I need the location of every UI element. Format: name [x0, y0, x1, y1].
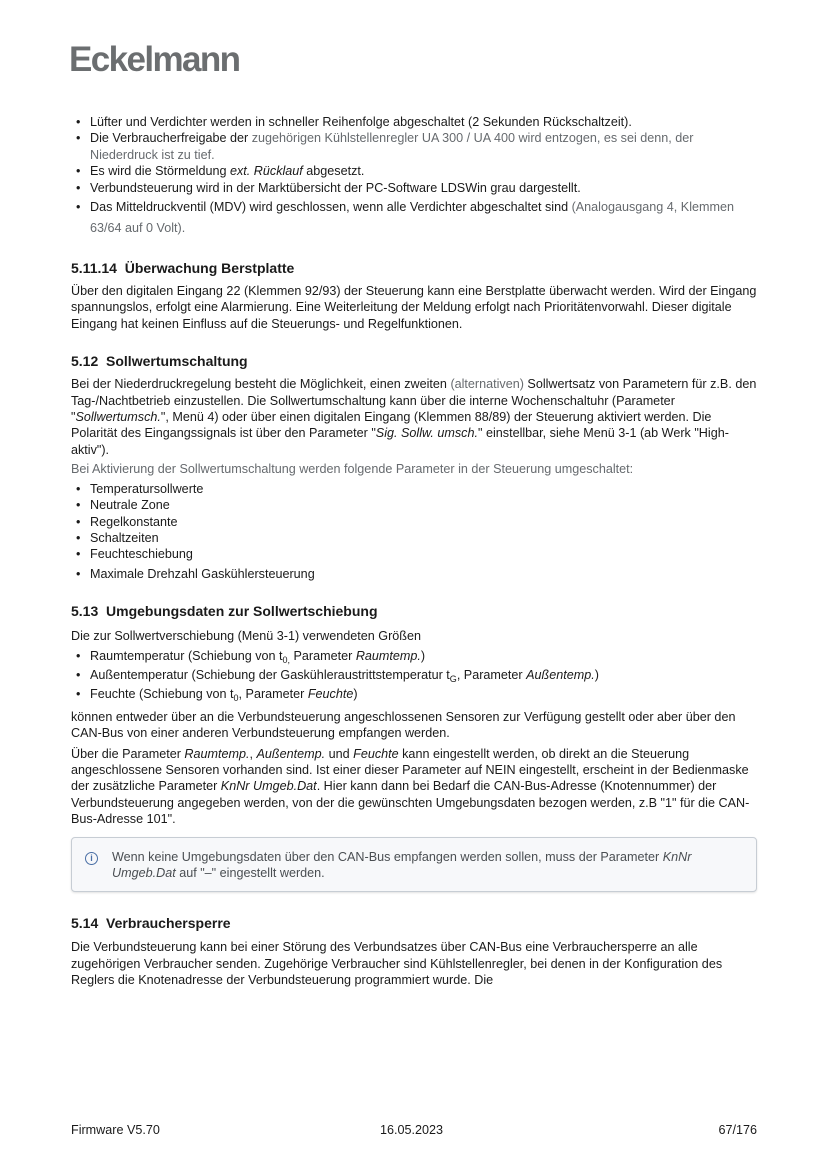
list-item: • Schaltzeiten [71, 530, 761, 546]
list-item: • Neutrale Zone [71, 497, 761, 513]
umgebungsdaten-sources-paragraph: können entweder über an die Verbundsteuerung angeschlossenen Sensoren zur Verfügung gestellt oder aber über den CAN-Bus von einer anderen Verbundsteuerung empfangen werden. [71, 709, 736, 741]
intro-bullet-list [71, 114, 761, 239]
section-heading-5-13: 5.13 Umgebungsdaten zur Sollwertschiebung [71, 603, 378, 620]
section-heading-5-11-14: 5.11.14 Überwachung Berstplatte [71, 260, 295, 277]
list-item: • Das Mitteldruckventil (MDV) wird geschlossen, wenn alle Verdichter abgeschaltet sind (Analogausgang 4, Klemmen 63/64 auf 0 Volt). [71, 197, 761, 239]
list-item: • Raumtemperatur (Schiebung von $t_{0,}$ Parameter Raumtemp.) [71, 648, 761, 664]
list-item: • Feuchteschiebung [71, 546, 761, 562]
info-icon: i [85, 852, 98, 865]
section-heading-5-12: 5.12 Sollwertumschaltung [71, 353, 248, 370]
document-date: 16.05.2023 [380, 1123, 444, 1137]
verbrauchersperre-paragraph: Die Verbundsteuerung kann bei einer Störung des Verbundsatzes über CAN-Bus eine Verbrauchersperre an alle zugehörigen Verbraucher senden. Zugehörige Verbraucher sind Kühlstellenregler, bei denen in der Konfiguration des Reglers die Knotenadresse der Verbundsteuerung programmiert wurde. Die [71, 940, 723, 988]
page-content [71, 114, 761, 989]
list-item: • Die Verbraucherfreigabe der zugehörigen Kühlstellenregler UA 300 / UA 400 wird entzogen, es sei denn, der Niederdruck ist zu tief. [71, 130, 761, 163]
list-item: • Außentemperatur (Schiebung der Gaskühleraustrittstemperatur $t_G$, Parameter Außentemp.) [71, 667, 761, 683]
umgebungsdaten-intro: Die zur Sollwertverschiebung (Menü 3-1) verwendeten Größen [71, 629, 421, 644]
list-item: • Verbundsteuerung wird in der Marktübersicht der PC-Software LDSWin grau dargestellt. [71, 180, 761, 196]
page-number: 67/176 [718, 1123, 757, 1137]
sollwertumschaltung-paragraph: Bei der Niederdruckregelung besteht die Möglichkeit, einen zweiten (alternativen) Sollwertsatz von Parametern für z.B. den Tag-/Nachtbetrieb einzustellen. Die Sollwertumschaltung kann über die interne Wochenschaltuhr (Parameter "Sollwertumsch.", Menü 4) oder über einen digitalen Eingang (Klemmen 88/89) der Steuerung aktiviert werden. Die Polarität des Eingangssignals ist über den Parameter "Sig. Sollw. umsch." einstellbar, siehe Menü 3-1 (ab Werk "High-aktiv"). [71, 377, 757, 457]
eckelmann-logo: Eckelmann [69, 40, 240, 79]
section-heading-5-14: 5.14 Verbrauchersperre [71, 915, 231, 932]
list-item: • Maximale Drehzahl Gaskühlersteuerung [71, 566, 761, 582]
list-item: • Lüfter und Verdichter werden in schneller Reihenfolge abgeschaltet (2 Sekunden Rückschaltzeit). [71, 114, 761, 130]
list-item: • Feuchte (Schiebung von $t_0$, Parameter Feuchte) [71, 686, 761, 702]
umgebungsdaten-list [71, 648, 761, 703]
list-item: • Es wird die Störmeldung ext. Rücklauf abgesetzt. [71, 163, 761, 179]
umschaltung-parameter-list [71, 481, 761, 582]
umgebungsdaten-parameter-paragraph: Über die Parameter Raumtemp., Außentemp. und Feuchte kann eingestellt werden, ob direkt an die Steuerung angeschlossene Sensoren vorhanden sind. Ist einer dieser Parameter auf NEIN eingestellt, erscheint in der Bedienmaske der zusätzliche Parameter KnNr Umgeb.Dat. Hier kann dann bei Bedarf die CAN-Bus-Adresse (Knotennummer) der Verbundsteuerung angegeben werden, von der die gewünschten Umgebungsdaten bezogen werden, z.B "1" für die CAN-Bus-Adresse 101". [71, 746, 750, 827]
page-footer [71, 1122, 757, 1140]
firmware-version: Firmware V5.70 [71, 1123, 160, 1137]
berstplatte-paragraph: Über den digitalen Eingang 22 (Klemmen 92/93) der Steuerung kann eine Berstplatte überwacht werden. Wird der Eingang spannungslos, erfolgt eine Alarmierung. Eine Weiterleitung der Meldung erfolgt nach Prioritätenvorwahl. Dieser digitale Eingang hat keinen Einfluss auf die Steuerungs- und Regelfunktionen. [71, 284, 757, 331]
umschaltung-parameter-intro: Bei Aktivierung der Sollwertumschaltung werden folgende Parameter in der Steuerung umgeschaltet: [71, 462, 634, 477]
list-item: • Temperatursollwerte [71, 481, 761, 497]
list-item: • Regelkonstante [71, 514, 761, 530]
info-note-box: i Wenn keine Umgebungsdaten über den CAN-Bus empfangen werden sollen, muss der Parameter KnNr Umgeb.Dat auf "–" eingestellt werden. [71, 837, 757, 893]
